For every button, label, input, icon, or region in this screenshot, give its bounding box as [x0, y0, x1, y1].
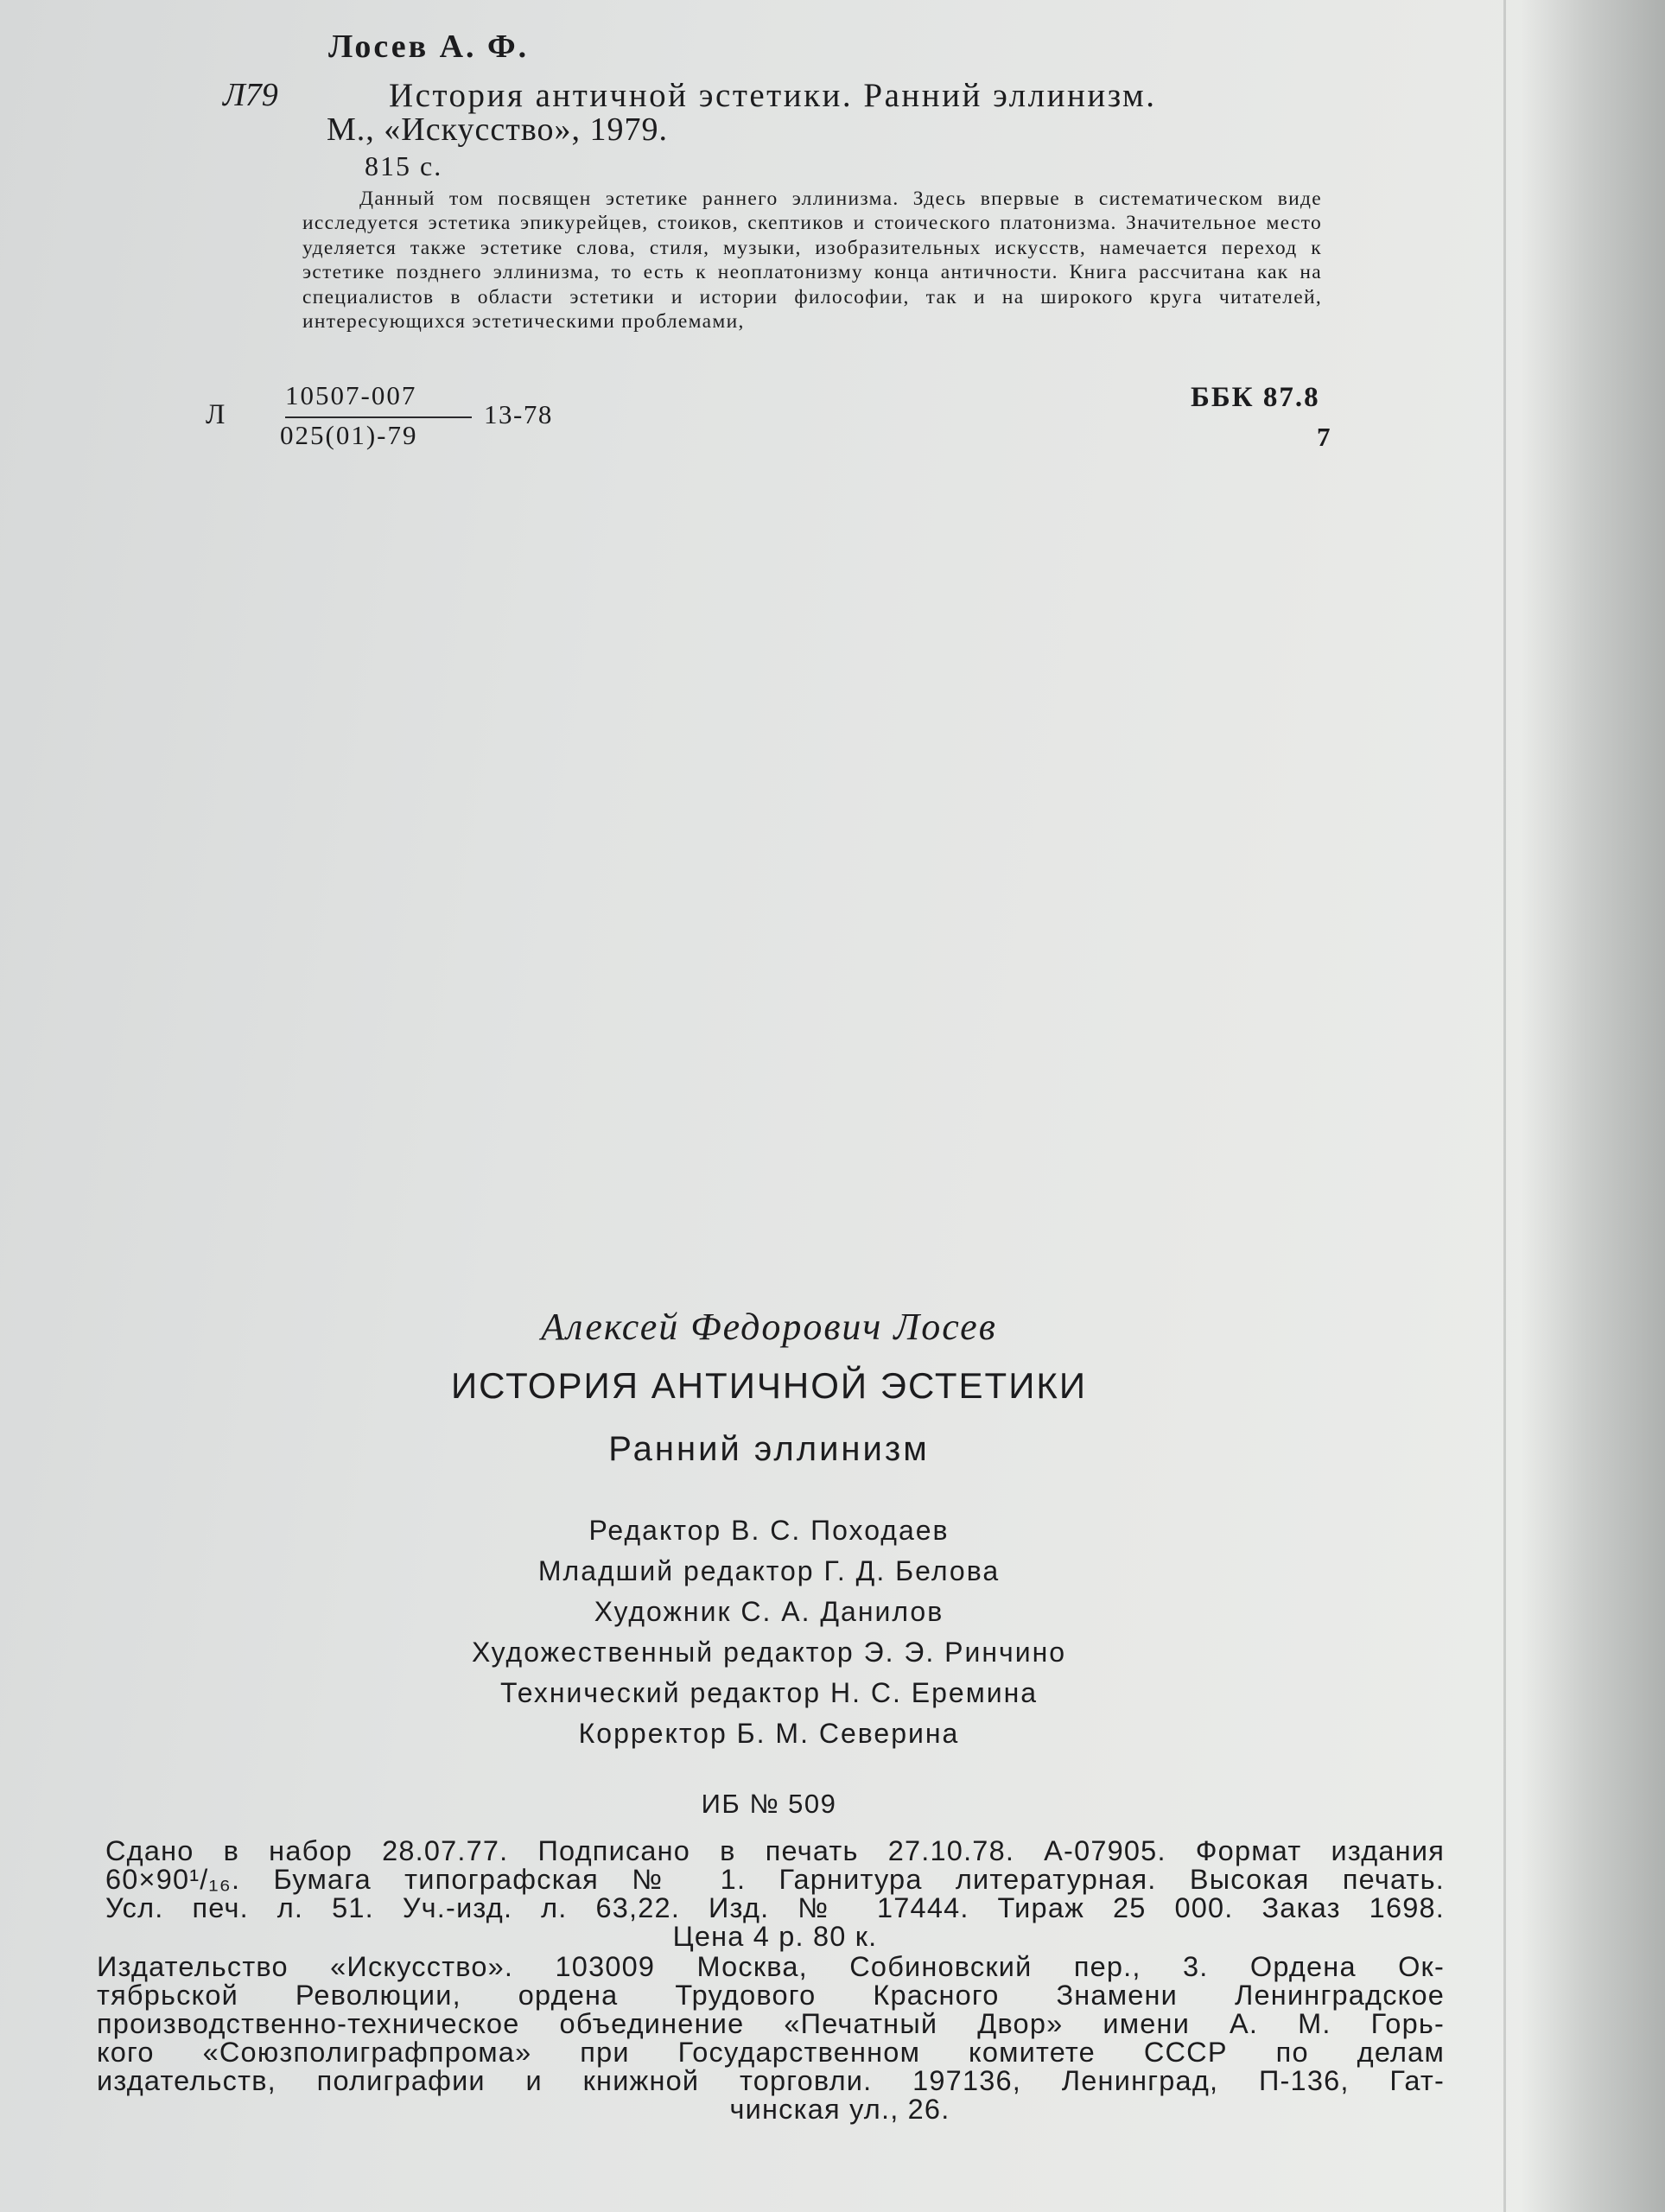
classification-year-code: 13-78 [484, 399, 553, 429]
fraction-bar [285, 416, 472, 418]
catalog-author: Лосев А. Ф. [328, 29, 530, 65]
catalog-call-number: Л79 [223, 77, 278, 113]
print-data-line: Сдано в набор 28.07.77. Подписано в печать 27.10.78. А-07905. Формат издания [105, 1835, 1445, 1866]
publisher-line: чинская ул., 26. [729, 2094, 950, 2125]
credit-technical-editor: Технический редактор Н. С. Еремина [499, 1677, 1039, 1708]
print-data-line: Усл. печ. л. 51. Уч.-изд. л. 63,22. Изд. № 17444. Тираж 25 000. Заказ 1698. [105, 1892, 1445, 1923]
credit-artist: Художник С. А. Данилов [594, 1596, 944, 1627]
bbk-code: ББК 87.8 [1191, 382, 1320, 413]
catalog-title: История античной эстетики. Ранний эллинизм. [389, 77, 1157, 114]
classification-denominator: 025(01)-79 [280, 420, 418, 450]
catalog-publication: М., «Искусство», 1979. [327, 111, 669, 148]
credit-proofreader: Корректор Б. М. Северина [578, 1718, 960, 1749]
credit-junior-editor: Младший редактор Г. Д. Белова [537, 1555, 1001, 1586]
print-data-block [97, 1837, 1445, 1951]
book-subtitle: Ранний эллинизм [608, 1430, 930, 1468]
credit-editor: Редактор В. С. Походаев [588, 1515, 950, 1546]
catalog-pages: 815 с. [365, 150, 443, 181]
price-line: Цена 4 р. 80 к. [672, 1921, 878, 1952]
publisher-line: тябрьской Революции, ордена Трудового Красного Знамени Ленинградское [97, 1980, 1445, 2011]
credits-list [0, 1510, 1538, 1754]
page-fold-shadow [1503, 0, 1506, 2212]
catalog-annotation: Данный том посвящен эстетике раннего эллинизма. Здесь впервые в систематическом виде исследуется эстетика эпикурейцев, стоиков, скептиков и стоического платонизма. Значительное место уделяется также эстетике слова, стиля, музыки, изобразительных искусств, намечается переход к эстетике позднего эллинизма, то есть к неоплатонизму конца античности. Книга рассчитана как на специалистов в области эстетики и истории философии, так и на широкого круга читателей, интересующихся эстетическими проблемами, [302, 188, 1322, 334]
publisher-block [97, 1953, 1445, 2124]
publisher-line: издательств, полиграфии и книжной торговли. 197136, Ленинград, П-136, Гат- [97, 2065, 1445, 2096]
bbk-subcode: 7 [1317, 422, 1331, 452]
full-author-name: Алексей Федорович Лосев [541, 1306, 997, 1348]
publisher-line: Издательство «Искусство». 103009 Москва, Собиновский пер., 3. Ордена Ок- [97, 1951, 1445, 1982]
credit-art-editor: Художественный редактор Э. Э. Ринчино [471, 1637, 1067, 1668]
classification-letter: Л [206, 399, 226, 430]
publisher-line: кого «Союзполиграфпрома» при Государственном комитете СССР по делам [97, 2037, 1445, 2068]
publisher-line: производственно-техническое объединение «Печатный Двор» имени А. М. Горь- [97, 2008, 1445, 2039]
classification-numerator: 10507-007 [285, 380, 417, 410]
book-title: ИСТОРИЯ АНТИЧНОЙ ЭСТЕТИКИ [450, 1365, 1088, 1406]
ib-number: ИБ № 509 [701, 1789, 837, 1819]
binding-shadow [1521, 0, 1665, 2212]
print-data-line: 60×90¹/₁₆. Бумага типографская № 1. Гарнитура литературная. Высокая печать. [105, 1864, 1445, 1895]
